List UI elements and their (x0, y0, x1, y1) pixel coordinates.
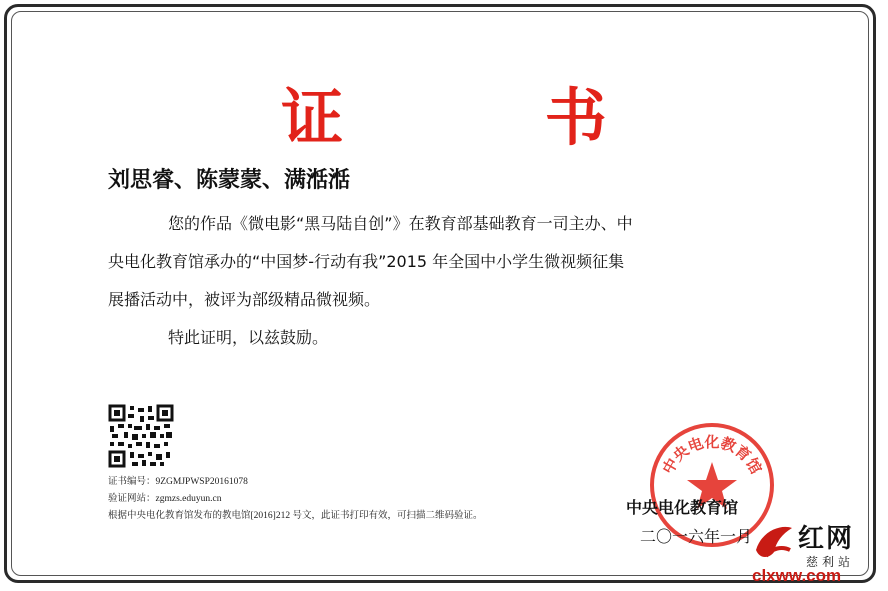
basis-note: 根据中央电化教育馆发布的教电馆[2016]212 号文，此证书打印有效，可扫描二维码验证。 (108, 511, 483, 521)
verify-site: 验证网站：zgmzs.eduyun.cn (108, 494, 222, 504)
issue-date: 二〇一六年一月 (640, 527, 753, 546)
certificate-body (108, 205, 788, 357)
watermark-subname: 慈利站 (806, 555, 855, 569)
watermark-url: clxww.com (752, 566, 842, 585)
certificate-meta (108, 474, 482, 525)
body-line-1: 您的作品《微电影“黑马陆自创”》在教育部基础教育一司主办、中 (168, 214, 633, 233)
qr-code-icon (108, 404, 174, 468)
watermark-name: 红网 (798, 524, 855, 554)
certificate-title: 证 书 (281, 81, 697, 154)
recipient-names: 刘思睿、陈蒙蒙、满湉湉 (108, 168, 351, 193)
cert-number: 证书编号：9ZGMJPWSP20161078 (108, 477, 248, 487)
brush-logo-icon (752, 520, 796, 564)
body-line-3: 展播活动中，被评为部级精品微视频。 (108, 290, 381, 309)
body-line-2: 央电化教育馆承办的“中国梦-行动有我”2015 年全国中小学生微视频征集 (108, 252, 625, 271)
closing-line: 特此证明，以兹鼓励。 (168, 328, 329, 347)
seal-text: 中央电化教育馆 (658, 433, 766, 478)
issuer-name: 中央电化教育馆 (626, 498, 739, 517)
